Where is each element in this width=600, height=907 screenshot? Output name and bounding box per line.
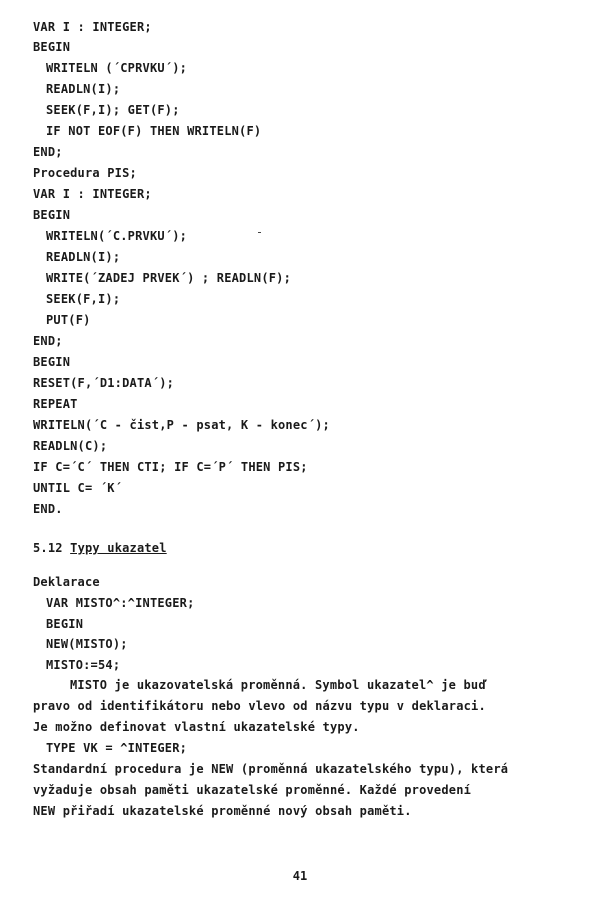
code-line: WRITE(´ZADEJ PRVEK´) ; READLN(F);: [46, 271, 292, 285]
code-line: SEEK(F,I); GET(F);: [46, 103, 180, 117]
page-number: 41: [292, 869, 308, 883]
scan-speck: [258, 232, 261, 233]
code-line: IF C=´C´ THEN CTI; IF C=´P´ THEN PIS;: [33, 460, 308, 474]
code-line: SEEK(F,I);: [46, 292, 121, 306]
code-line: READLN(C);: [33, 439, 108, 453]
body-line: Deklarace: [33, 575, 100, 589]
code-line: BEGIN: [33, 40, 71, 54]
code-line: READLN(I);: [46, 82, 121, 96]
code-line: VAR I : INTEGER;: [33, 187, 152, 201]
body-line: NEW přiřadí ukazatelské proměnné nový obsah paměti.: [33, 804, 412, 818]
code-line: BEGIN: [33, 208, 71, 222]
code-line: REPEAT: [33, 397, 78, 411]
body-line: Je možno definovat vlastní ukazatelské typy.: [33, 720, 360, 734]
code-line: END.: [33, 502, 63, 516]
code-line: IF NOT EOF(F) THEN WRITELN(F): [46, 124, 262, 138]
code-line: RESET(F,´D1:DATA´);: [33, 376, 175, 390]
section-title: Typy ukazatel: [70, 541, 167, 555]
code-line: PUT(F): [46, 313, 91, 327]
body-line: VAR MISTO^:^INTEGER;: [46, 596, 195, 610]
section-heading: [33, 539, 167, 557]
code-line: BEGIN: [33, 355, 71, 369]
body-line: vyžaduje obsah paměti ukazatelské proměnné. Každé provedení: [33, 783, 472, 797]
code-line: WRITELN(´C - čist,P - psat, K - konec´);: [33, 418, 330, 432]
code-line: UNTIL C= ´K´: [33, 481, 123, 495]
code-line: WRITELN(´C.PRVKU´);: [46, 229, 188, 243]
body-line: BEGIN: [46, 617, 84, 631]
body-line: TYPE VK = ^INTEGER;: [46, 741, 188, 755]
code-line: Procedura PIS;: [33, 166, 137, 180]
body-line: NEW(MISTO);: [46, 637, 128, 651]
code-line: END;: [33, 334, 63, 348]
section-number: 5.12: [33, 541, 63, 555]
code-line: VAR I : INTEGER;: [33, 20, 152, 34]
code-line: READLN(I);: [46, 250, 121, 264]
code-line: END;: [33, 145, 63, 159]
body-line: MISTO:=54;: [46, 658, 121, 672]
body-line: Standardní procedura je NEW (proměnná ukazatelského typu), která: [33, 762, 509, 776]
body-line: MISTO je ukazovatelská proměnná. Symbol ukazatel^ je buď: [70, 678, 486, 692]
body-line: pravo od identifikátoru nebo vlevo od názvu typu v deklaraci.: [33, 699, 486, 713]
code-line: WRITELN (´CPRVKU´);: [46, 61, 188, 75]
